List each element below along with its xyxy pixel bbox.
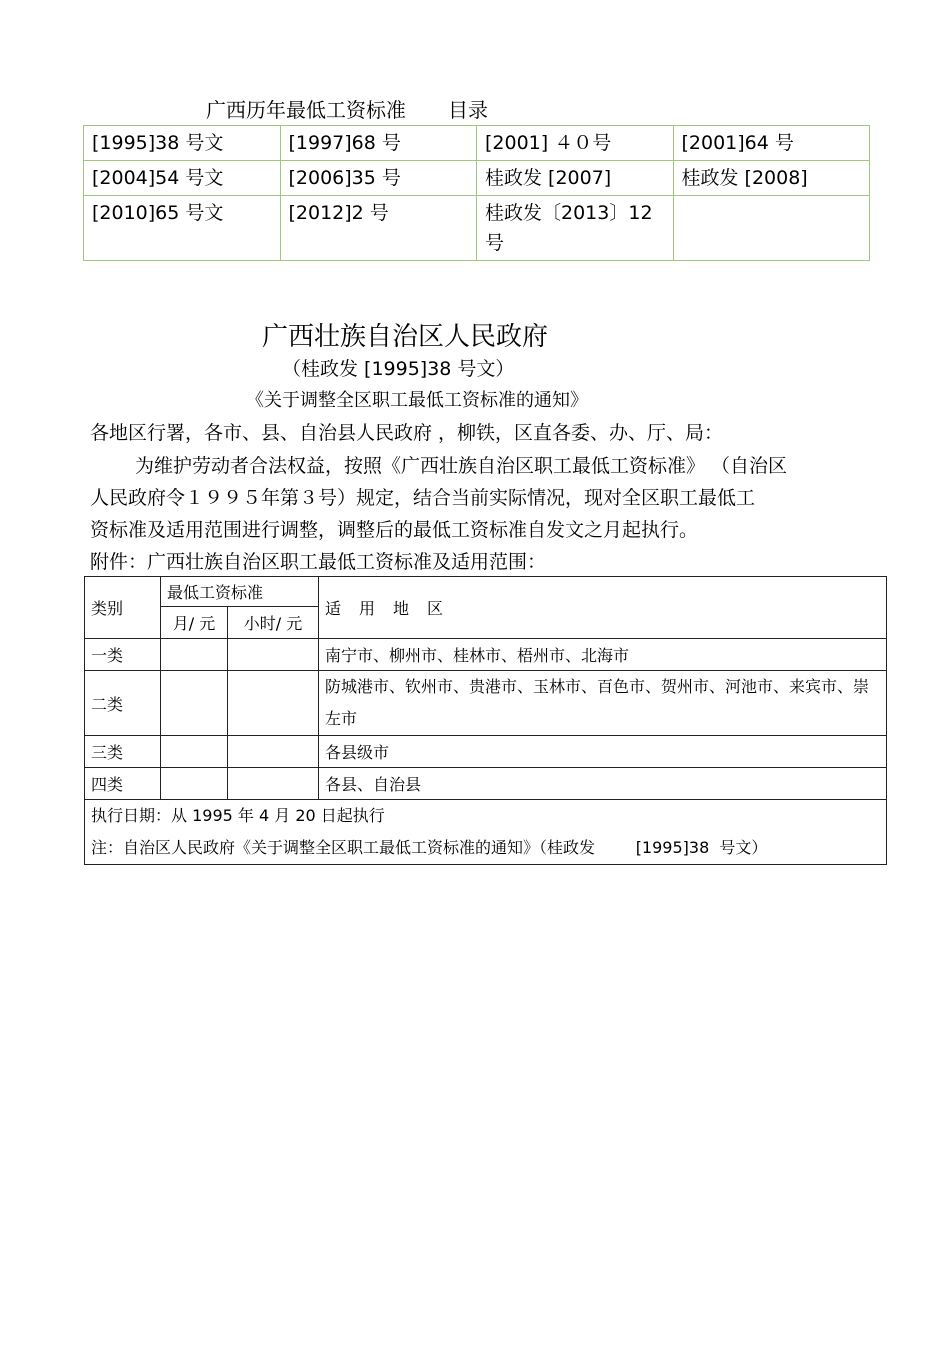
hourly-cell [228,671,319,736]
toc-title [206,94,488,123]
toc-link[interactable]: [2010]65 号文 [84,196,281,261]
body-line-1: 为维护劳动者合法权益，按照《广西壮族自治区职工最低工资标准》 （自治区 [135,455,788,477]
table-row [85,671,887,736]
effective-date: 执行日期：从 1995 年 4 月 20 日起执行 [91,806,385,825]
toc-link[interactable]: [2012]2 号 [280,196,477,261]
monthly-cell [161,736,228,768]
toc-link[interactable]: 桂政发 [2008] [673,161,870,196]
toc-link[interactable]: 桂政发〔2013〕12 号 [477,196,674,261]
header-min-wage: 最低工资标准 [161,577,319,607]
toc-row [84,126,870,161]
toc-empty-cell [673,196,870,261]
wage-standard-table [84,576,887,865]
toc-link[interactable]: [2006]35 号 [280,161,477,196]
area-cell: 各县级市 [319,736,887,768]
category-cell: 二类 [85,671,161,736]
toc-title-suffix: 目录 [448,98,488,122]
toc-link[interactable]: [1997]68 号 [280,126,477,161]
monthly-cell [161,768,228,800]
hourly-cell [228,768,319,800]
hourly-cell [228,639,319,671]
footer-cell [85,800,887,865]
body-line-3: 资标准及适用范围进行调整，调整后的最低工资标准自发文之月起执行。 [90,519,699,541]
toc-row [84,161,870,196]
toc-link[interactable]: [2001] ４０号 [477,126,674,161]
toc-link[interactable]: [2004]54 号文 [84,161,281,196]
category-cell: 一类 [85,639,161,671]
attachment-line: 附件：广西壮族自治区职工最低工资标准及适用范围： [90,551,547,573]
doc-number: （桂政发 [1995]38 号文） [282,358,515,380]
toc-table [83,125,870,261]
hourly-cell [228,736,319,768]
header-hourly: 小时/ 元 [228,607,319,639]
toc-row [84,196,870,261]
table-row [85,736,887,768]
table-footer-row [85,800,887,865]
body-line-2: 人民政府令１９９５年第３号）规定，结合当前实际情况，现对全区职工最低工 [90,487,756,509]
addressee-line: 各地区行署，各市、县、自治县人民政府 ，柳铁，区直各委、办、厅、局： [90,422,724,444]
table-row [85,639,887,671]
toc-link[interactable]: [2001]64 号 [673,126,870,161]
toc-title-text: 广西历年最低工资标准 [206,98,406,122]
monthly-cell [161,671,228,736]
header-monthly: 月/ 元 [161,607,228,639]
toc-link[interactable]: [1995]38 号文 [84,126,281,161]
area-cell: 南宁市、柳州市、桂林市、梧州市、北海市 [319,639,887,671]
issuer-title: 广西壮族自治区人民政府 [262,322,549,352]
area-cell: 各县、自治县 [319,768,887,800]
header-area: 适用地区 [319,577,887,639]
area-cell: 防城港市、钦州市、贵港市、玉林市、百色市、贺州市、河池市、来宾市、崇左市 [319,671,887,736]
table-header-row [85,577,887,607]
toc-link[interactable]: 桂政发 [2007] [477,161,674,196]
monthly-cell [161,639,228,671]
header-category: 类别 [85,577,161,639]
category-cell: 四类 [85,768,161,800]
footer-note: 注：自治区人民政府《关于调整全区职工最低工资标准的通知》（桂政发 [1995]38 号文） [91,838,768,857]
category-cell: 三类 [85,736,161,768]
table-row [85,768,887,800]
notice-title: 《关于调整全区职工最低工资标准的通知》 [246,390,588,411]
